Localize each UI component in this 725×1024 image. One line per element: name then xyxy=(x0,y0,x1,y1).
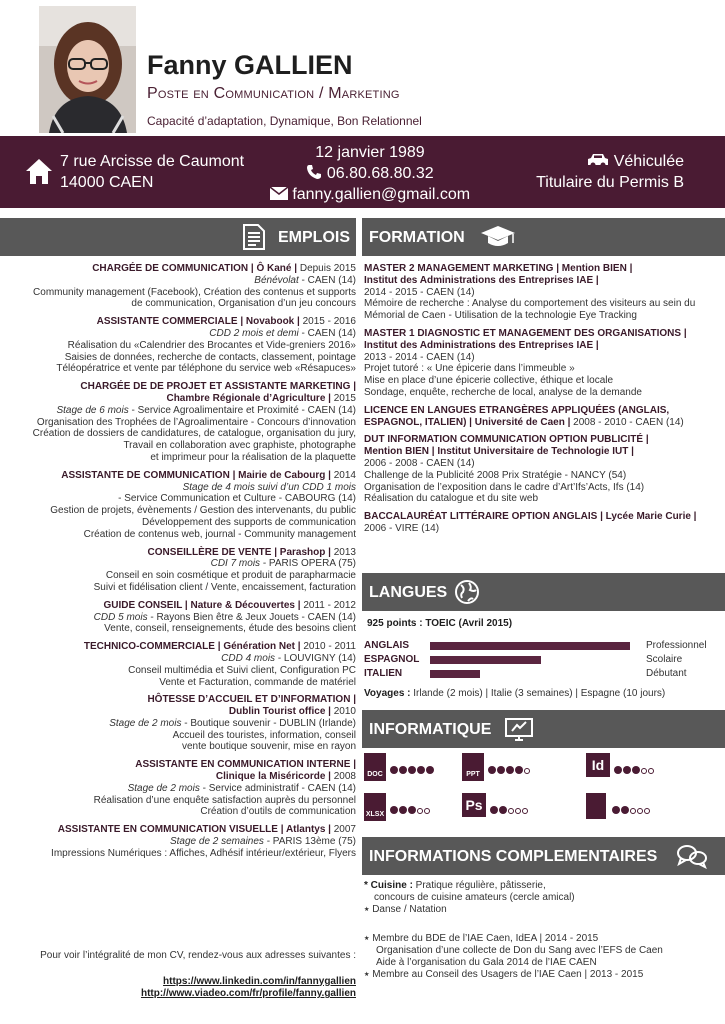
voyages-list: Irlande (2 mois) | Italie (3 semaines) | Espagne (10 jours) xyxy=(410,688,666,699)
education-title: LICENCE EN LANGUES ETRANGÈRES APPLIQUÉES (ANGLAIS, xyxy=(364,404,670,416)
job-description: Réalisation du «Calendrier des Brocantes et Vide-greniers 2016» xyxy=(67,339,356,351)
education-detail: Challenge de la Publicité 2008 Prix Stratégie - NANCY (54) xyxy=(364,469,627,481)
contact-details xyxy=(260,142,480,205)
language-level-bar xyxy=(430,642,630,650)
chat-bubbles-icon xyxy=(676,843,708,869)
birthdate: 12 janvier 1989 xyxy=(315,144,425,161)
vehicle-row xyxy=(520,151,684,172)
job-dates: 2010 xyxy=(330,706,356,718)
computer-icon xyxy=(504,715,534,743)
education-detail: 2006 - 2008 - CAEN (14) xyxy=(364,457,475,469)
education-entry xyxy=(364,434,720,505)
powerpoint-icon xyxy=(462,753,484,781)
education-title: MASTER 1 DIAGNOSTIC ET MANAGEMENT DES ORGANISATIONS | xyxy=(364,327,687,339)
indesign-icon xyxy=(586,753,610,777)
info-danse: ⭑ Danse / Natation xyxy=(364,903,447,915)
section-infos xyxy=(362,837,725,875)
filled-dot xyxy=(399,766,407,774)
job-contract: Stage de 2 semaines xyxy=(169,836,264,848)
skill-dots xyxy=(390,803,431,817)
education-detail: Sondage, enquête, recherche de local, analyse de la demande xyxy=(364,386,642,398)
job-entry xyxy=(12,470,356,541)
skill-dots xyxy=(490,803,529,817)
job-contract-line xyxy=(12,275,356,287)
job-title: Poste en Communication / Marketing xyxy=(147,85,400,102)
voyages xyxy=(364,688,665,699)
job-entry xyxy=(12,824,356,859)
filled-dot xyxy=(497,766,505,774)
language-level-bar xyxy=(430,656,541,664)
education-dates: 2008 - 2010 - CAEN (14) xyxy=(570,416,684,428)
job-employer: Dublin Tourist office | xyxy=(228,706,331,718)
vehicle: Véhiculée xyxy=(613,153,684,170)
job-dates: 2008 xyxy=(330,771,356,783)
language-name: ESPAGNOL xyxy=(364,654,420,665)
job-place: - PARIS OPERA (75) xyxy=(260,558,356,570)
education-detail: 2006 - VIRE (14) xyxy=(364,522,440,534)
job-entry xyxy=(12,641,356,688)
language-level-bar xyxy=(430,670,480,678)
job-dates: 2010 - 2011 xyxy=(300,641,356,653)
profile-photo xyxy=(39,6,136,133)
filled-dot xyxy=(490,806,498,814)
job-contract-line xyxy=(12,836,356,848)
job-employer-line xyxy=(12,393,356,405)
job-employer: Chambre Régionale d’Agriculture | xyxy=(166,392,331,404)
cuisine-text: Pratique régulière, pâtisserie, xyxy=(412,880,546,891)
job-title: ASSISTANTE EN COMMUNICATION VISUELLE | Atlantys | xyxy=(57,824,331,836)
empty-dot xyxy=(524,768,530,774)
job-dates: 2011 - 2012 xyxy=(300,599,356,611)
empty-dot xyxy=(648,768,654,774)
bde-detail-1: Organisation d’une collecte de Don du Sang avec l’EFS de Caen xyxy=(376,945,663,957)
education-entry xyxy=(364,263,720,322)
software-item xyxy=(462,753,582,781)
education-detail: Mise en place d’une épicerie collective, éthique et locale xyxy=(364,375,614,387)
phone: 06.80.68.80.32 xyxy=(326,165,434,182)
toeic-score: 925 points : TOEIC (Avril 2015) xyxy=(367,618,513,629)
education-title-line xyxy=(364,417,720,429)
filled-dot xyxy=(614,766,622,774)
software-item xyxy=(586,793,706,821)
job-title: CHARGÉE DE COMMUNICATION | Ô Kané | xyxy=(92,263,298,274)
job-description: Suivi et fidélisation client / Vente, encaissement, facturation xyxy=(93,581,356,593)
job-description: Vente et Facturation, commande de matériel xyxy=(159,676,356,688)
empty-dot xyxy=(630,808,636,814)
empty-dot xyxy=(644,808,650,814)
job-place: - PARIS 13ème (75) xyxy=(263,836,356,848)
job-title: CHARGÉE DE DE PROJET ET ASSISTANTE MARKETING | xyxy=(80,381,356,393)
car-icon xyxy=(587,153,609,168)
job-contract-line xyxy=(12,653,356,665)
filled-dot xyxy=(426,766,434,774)
language-row xyxy=(364,668,720,680)
job-title-line xyxy=(12,381,356,393)
skill-dots xyxy=(488,763,531,777)
job-contract-line xyxy=(12,482,356,494)
extra-info xyxy=(364,880,720,981)
job-entry xyxy=(12,694,356,753)
job-contract-line xyxy=(12,783,356,795)
filled-dot xyxy=(632,766,640,774)
danse-text: Danse / Natation xyxy=(372,903,447,915)
job-contract-line xyxy=(12,405,356,417)
job-description: Organisation des Trophées de l’Agroalimentaire - Concours d’innovation xyxy=(36,416,356,428)
education-entry xyxy=(364,511,720,535)
job-description: Accueil des touristes, information, conseil xyxy=(172,729,356,741)
jobs-list xyxy=(12,263,356,866)
job-contract-line xyxy=(12,718,356,730)
job-entry xyxy=(12,600,356,635)
phone-row xyxy=(260,163,480,184)
education-title-line xyxy=(364,511,720,523)
education-entry xyxy=(364,328,720,399)
job-contract: Stage de 6 mois xyxy=(56,404,129,416)
job-title: ASSISTANTE EN COMMUNICATION INTERNE | xyxy=(135,759,356,771)
word-doc-icon xyxy=(364,753,386,781)
filled-dot xyxy=(390,766,398,774)
job-contract-line xyxy=(12,612,356,624)
job-title: CONSEILLÈRE DE VENTE | Parashop | xyxy=(147,546,331,558)
job-description: Téléopératrice et vente par téléphone du service web «Résapuces» xyxy=(56,363,356,375)
empty-dot xyxy=(424,808,430,814)
job-title-line xyxy=(12,824,356,836)
filled-dot xyxy=(623,766,631,774)
job-description: - Service Communication et Culture - CABOURG (14) xyxy=(118,493,356,505)
job-title-line xyxy=(12,547,356,559)
language-level: Débutant xyxy=(646,668,687,679)
job-description: Impressions Numériques : Affiches, Adhésif intérieur/extérieur, Flyers xyxy=(51,847,356,859)
license: Titulaire du Permis B xyxy=(536,174,684,191)
tagline: Capacité d’adaptation, Dynamique, Bon Relationnel xyxy=(147,114,422,128)
software-label: XLSX xyxy=(365,811,385,818)
job-place: - Service Agroalimentaire et Proximité - CAEN (14) xyxy=(128,404,356,416)
info-conseil: ⭑ Membre au Conseil des Usagers de l’IAE Caen | 2013 - 2015 xyxy=(364,968,644,980)
education-title: MASTER 2 MANAGEMENT MARKETING | Mention BIEN | xyxy=(364,263,633,274)
language-row xyxy=(364,654,720,666)
software-item xyxy=(586,753,706,781)
filled-dot xyxy=(506,766,514,774)
education-title-line xyxy=(364,434,720,446)
job-entry xyxy=(12,381,356,464)
education-title-line xyxy=(364,328,720,340)
conseil-text: Membre au Conseil des Usagers de l’IAE Caen | 2013 - 2015 xyxy=(372,968,644,980)
job-employer-line xyxy=(12,771,356,783)
job-description: Création de dossiers de candidatures, de catalogue, organisation du jury, xyxy=(32,428,356,440)
job-place: - LOUVIGNY (14) xyxy=(275,652,356,664)
job-title-line xyxy=(12,694,356,706)
job-employer: Clinique la Miséricorde | xyxy=(215,771,331,783)
job-place: - CAEN (14) xyxy=(298,274,356,286)
job-dates: 2015 xyxy=(330,392,356,404)
job-description: Création de contenus web, journal - Community management xyxy=(83,528,356,540)
job-place: - CAEN (14) xyxy=(298,327,356,339)
filled-dot xyxy=(612,806,620,814)
job-entry xyxy=(12,759,356,818)
document-icon xyxy=(240,223,268,251)
empty-dot xyxy=(515,808,521,814)
education-title-line xyxy=(364,340,720,352)
skill-dots xyxy=(614,763,655,777)
education-title-line xyxy=(364,275,720,287)
job-description: Saisies de données, recherche de contacts, classement, pointage xyxy=(64,351,356,363)
address-line2: 14000 CAEN xyxy=(60,174,154,191)
section-formation-title: FORMATION xyxy=(369,229,465,246)
education-title: DUT INFORMATION COMMUNICATION OPTION PUBLICITÉ | xyxy=(364,434,649,446)
globe-icon xyxy=(454,579,480,605)
job-description: de communication, Organisation d’un jeu concours xyxy=(131,298,356,310)
job-title: GUIDE CONSEIL | Nature & Découvertes | xyxy=(103,599,301,611)
education-detail: Réalisation du catalogue et du site web xyxy=(364,493,539,505)
home-icon xyxy=(25,157,53,185)
job-contract: CDD 5 mois xyxy=(93,611,148,623)
excel-icon xyxy=(364,793,386,821)
education-detail: Organisation de l’exposition dans le cadre d’Art’Ifs’Acts, Ifs (14) xyxy=(364,481,645,493)
section-langues xyxy=(362,573,725,611)
filled-dot xyxy=(417,766,425,774)
filled-dot xyxy=(399,806,407,814)
empty-dot xyxy=(417,808,423,814)
section-informatique xyxy=(362,710,725,748)
vehicle-info xyxy=(520,151,684,193)
education-list xyxy=(364,263,720,541)
job-title-line xyxy=(12,600,356,612)
job-description: Réalisation d’une enquête satisfaction auprès du personnel xyxy=(93,794,356,806)
job-contract: Stage de 2 mois xyxy=(109,717,182,729)
footer xyxy=(12,950,356,1001)
audio-editor-icon xyxy=(586,793,606,819)
education-title: Mention BIEN | Institut Universitaire de Technologie IUT | xyxy=(364,446,634,458)
job-description: et imprimeur pour la réalisation de la plaquette xyxy=(150,451,356,463)
skill-dots xyxy=(390,763,435,777)
language-row xyxy=(364,640,720,652)
address xyxy=(60,151,244,193)
education-title-line xyxy=(364,446,720,458)
job-contract: CDD 2 mois et demi xyxy=(209,327,299,339)
job-place: - Service administratif - CAEN (14) xyxy=(199,782,356,794)
job-contract-line xyxy=(12,558,356,570)
section-emplois-title: EMPLOIS xyxy=(278,229,351,246)
language-name: ANGLAIS xyxy=(364,640,409,651)
education-entry xyxy=(364,405,720,429)
cuisine-detail: concours de cuisine amateurs (cercle amical) xyxy=(374,891,575,903)
job-title-line xyxy=(12,263,356,275)
job-entry xyxy=(12,263,356,310)
education-detail: Projet tutoré : « Une épicerie dans l’immeuble » xyxy=(364,363,575,375)
email[interactable]: fanny.gallien@gmail.com xyxy=(292,186,471,203)
skill-dots xyxy=(612,803,651,817)
empty-dot xyxy=(637,808,643,814)
job-description: Conseil en soin cosmétique et produit de parapharmacie xyxy=(105,570,356,582)
job-dates: 2014 xyxy=(330,469,356,481)
info-bde: ⭑ Membre du BDE de l’IAE Caen, IdEA | 2014 - 2015 xyxy=(364,933,599,945)
filled-dot xyxy=(499,806,507,814)
education-title: Institut des Administrations des Entreprises IAE | xyxy=(364,339,599,351)
job-title: ASSISTANTE COMMERCIALE | Novabook | xyxy=(96,316,300,328)
education-detail: 2014 - 2015 - CAEN (14) xyxy=(364,286,475,298)
filled-dot xyxy=(515,766,523,774)
education-title: BACCALAURÉAT LITTÉRAIRE OPTION ANGLAIS | Lycée Marie Curie | xyxy=(364,511,697,523)
empty-dot xyxy=(641,768,647,774)
education-title-line xyxy=(364,405,720,417)
section-informatique-title: INFORMATIQUE xyxy=(369,721,492,738)
job-entry xyxy=(12,547,356,594)
job-title-line xyxy=(12,759,356,771)
job-entry xyxy=(12,316,356,375)
job-description: Vente, conseil, renseignements, étude des besoins client xyxy=(104,623,356,635)
job-title: HÔTESSE D’ACCUEIL ET D’INFORMATION | xyxy=(147,694,356,706)
filled-dot xyxy=(390,806,398,814)
footer-intro: Pour voir l’intégralité de mon CV, rendez-vous aux adresses suivantes : xyxy=(40,950,356,961)
job-title: TECHNICO-COMMERCIALE | Génération Net | xyxy=(83,641,301,653)
job-employer-line xyxy=(12,706,356,718)
job-dates: 2013 xyxy=(330,546,356,558)
software-label: Id xyxy=(591,757,605,773)
job-description: vente boutique souvenir, mise en rayon xyxy=(182,741,356,753)
job-dates: 2007 xyxy=(330,824,356,836)
section-langues-title: LANGUES xyxy=(369,584,448,601)
job-title-line xyxy=(12,641,356,653)
info-cuisine: * Cuisine : Pratique régulière, pâtisserie, xyxy=(364,880,546,891)
job-description: Création d’outils de communication xyxy=(200,806,356,818)
job-contract: CDD 4 mois xyxy=(221,652,276,664)
filled-dot xyxy=(488,766,496,774)
job-title-line xyxy=(12,470,356,482)
job-contract: CDI 7 mois xyxy=(210,558,261,570)
email-row xyxy=(260,184,480,205)
voyages-label: Voyages : xyxy=(364,688,411,699)
software-item xyxy=(462,793,582,821)
empty-dot xyxy=(522,808,528,814)
job-contract: Stage de 4 mois suivi d’un CDD 1 mois xyxy=(182,481,356,493)
education-title: ESPAGNOL, ITALIEN) | Université de Caen | xyxy=(364,416,571,428)
job-contract-line xyxy=(12,328,356,340)
job-description: Développement des supports de communication xyxy=(141,516,356,528)
education-title-line xyxy=(364,263,720,275)
envelope-icon xyxy=(270,187,288,200)
section-infos-title: INFORMATIONS COMPLEMENTAIRES xyxy=(369,848,658,865)
job-title: ASSISTANTE DE COMMUNICATION | Mairie de Cabourg | xyxy=(61,469,331,481)
candidate-name: Fanny GALLIEN xyxy=(147,50,353,80)
filled-dot xyxy=(621,806,629,814)
address-line1: 7 rue Arcisse de Caumont xyxy=(60,153,245,170)
job-title-line xyxy=(12,316,356,328)
section-formation xyxy=(362,218,725,256)
viadeo-link[interactable]: http://www.viadeo.com/fr/profile/fanny.gallien xyxy=(140,988,356,999)
graduation-cap-icon xyxy=(480,224,516,250)
job-place: - Boutique souvenir - DUBLIN (Irlande) xyxy=(181,717,356,729)
software-label: Ps xyxy=(465,797,483,813)
filled-dot xyxy=(408,766,416,774)
language-level: Professionnel xyxy=(646,640,707,651)
education-title: Institut des Administrations des Entreprises IAE | xyxy=(364,274,599,286)
cuisine-label: Cuisine : xyxy=(370,880,413,891)
software-label: DOC xyxy=(367,771,383,778)
job-dates: Depuis 2015 xyxy=(297,263,356,274)
job-place: - Rayons Bien être & Jeux Jouets - CAEN (14) xyxy=(147,611,356,623)
filled-dot xyxy=(408,806,416,814)
job-contract: Bénévolat xyxy=(254,274,299,286)
empty-dot xyxy=(508,808,514,814)
education-detail: Mémoire de recherche : Analyse du comportement des visiteurs au sein du xyxy=(364,298,696,310)
linkedin-link[interactable]: https://www.linkedin.com/in/fannygallien xyxy=(163,975,356,987)
job-dates: 2015 - 2016 xyxy=(299,316,356,328)
job-description: Gestion de projets, évènements / Gestion des intervenants, du public xyxy=(50,505,356,517)
education-detail: Mémorial de Caen - Utilisation de la technologie Eye Tracking xyxy=(364,310,637,322)
job-description: Travail en collaboration avec graphiste, photographe xyxy=(123,440,356,452)
language-level: Scolaire xyxy=(646,654,683,665)
job-contract: Stage de 2 mois xyxy=(127,782,200,794)
job-description: Community management (Facebook), Création des contenus et supports xyxy=(33,286,356,298)
software-label: PPT xyxy=(466,771,480,778)
bde-text: Membre du BDE de l’IAE Caen, IdEA | 2014 - 2015 xyxy=(372,933,599,945)
language-name: ITALIEN xyxy=(364,668,403,679)
section-emplois xyxy=(0,218,356,256)
bde-detail-2: Aide à l’organisation du Gala 2014 de l’IAE CAEN xyxy=(376,956,597,968)
phone-icon xyxy=(306,164,322,180)
photoshop-icon xyxy=(462,793,486,817)
education-detail: 2013 - 2014 - CAEN (14) xyxy=(364,351,475,363)
job-description: Conseil multimédia et Suivi client, Configuration PC xyxy=(128,664,356,676)
